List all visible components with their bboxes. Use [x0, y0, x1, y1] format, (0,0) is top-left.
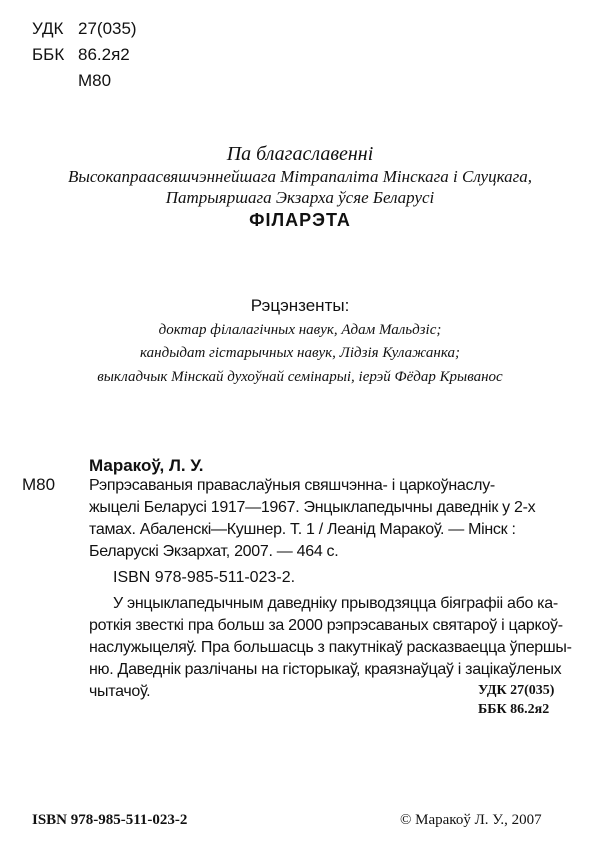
annotation-line: ню. Даведнік разлічаны на гісторыкаў, краязнаўцаў і зацікаўленых	[89, 661, 562, 678]
reviewer-item: выкладчык Мінскай духоўнай семінарыі, іерэй Фёдар Крыванос	[97, 369, 503, 385]
annotation-line: У энцыклапедычным даведніку прыводзяцца біяграфіі або ка-	[113, 595, 558, 612]
bbk-label: ББК	[32, 45, 65, 64]
reviewer-item: кандыдат гістарычных навук, Лідзія Кулажанка;	[140, 345, 460, 361]
blessing-name: ФІЛАРЭТА	[249, 210, 351, 230]
udk-value: 27(035)	[78, 19, 137, 38]
udk-code-right: УДК 27(035)	[478, 683, 555, 698]
annotation-line: чытачоў.	[89, 683, 151, 700]
bib-author-sign: М80	[22, 475, 56, 494]
blessing-line-1: Высокапраасвяшчэннейшага Мітрапаліта Мінскага і Слуцкага,	[68, 167, 532, 186]
author-sign: М80	[78, 71, 112, 90]
bib-author: Маракоў, Л. У.	[89, 456, 204, 475]
udk-label: УДК	[32, 19, 64, 38]
footer-copyright: © Маракоў Л. У., 2007	[400, 812, 542, 828]
footer-isbn: ISBN 978-985-511-023-2	[32, 812, 188, 828]
annotation-line: роткія звесткі пра больш за 2000 рэпрэсаваных святароў і царкоў-	[89, 617, 563, 634]
bib-line: тамах. Абаленскі—Кушнер. Т. 1 / Леанід Маракоў. — Мінск :	[89, 521, 516, 538]
reviewer-item: доктар філалагічных навук, Адам Мальдзіс;	[158, 322, 442, 338]
blessing-line-2: Патрыяршага Экзарха ўсяе Беларусі	[165, 188, 435, 207]
bib-line: Рэпрэсаваныя праваслаўныя свяшчэнна- і царкоўнаслу-	[89, 477, 495, 494]
bbk-code-right: ББК 86.2я2	[478, 702, 550, 717]
annotation-line: наслужыцеляў. Пра большасць з пакутнікаў расказваецца ўпершы-	[89, 639, 572, 656]
reviewers-title: Рэцэнзенты:	[250, 296, 350, 315]
bbk-value: 86.2я2	[78, 45, 130, 64]
blessing-title: Па благаславенні	[226, 143, 374, 165]
bib-isbn: ISBN 978-985-511-023-2.	[113, 569, 296, 586]
bib-line: жыцелі Беларусі 1917—1967. Энцыклапедычны даведнік у 2-х	[89, 499, 536, 516]
bib-line: Беларускі Экзархат, 2007. — 464 с.	[89, 543, 339, 560]
